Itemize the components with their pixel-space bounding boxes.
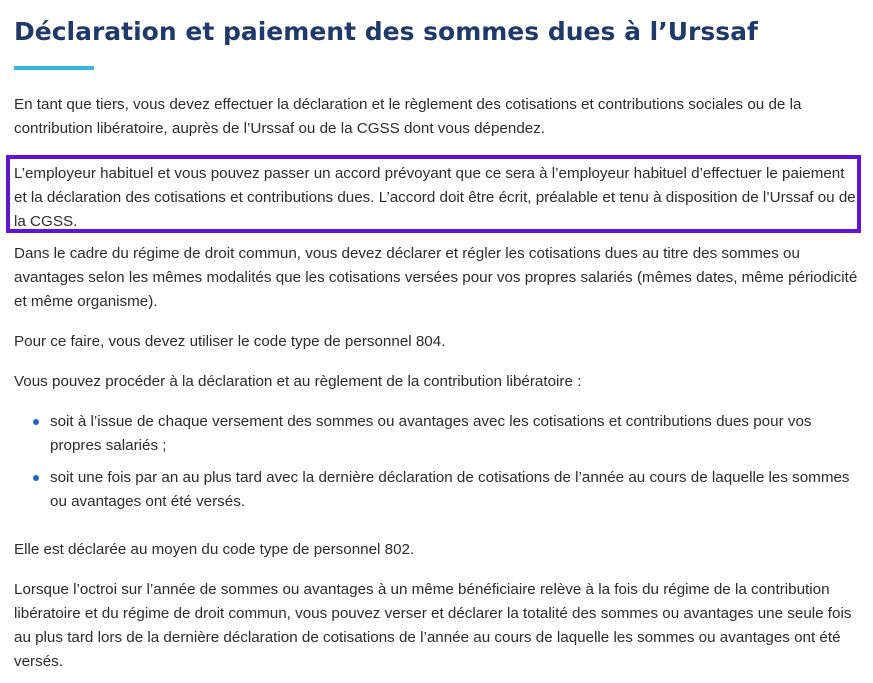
page-title: Déclaration et paiement des sommes dues à l’Urssaf (14, 17, 758, 46)
common-law-paragraph: Dans le cadre du régime de droit commun, vous devez déclarer et régler les cotisations dues au titre des sommes ou avantages selon les mêmes modalités que les cotisations versées pour vos propres salariés (mêmes dates, même périodicité et même organisme). (14, 245, 858, 310)
list-item (14, 466, 859, 514)
code-802-paragraph: Elle est déclarée au moyen du code type de personnel 802. (14, 541, 415, 558)
highlighted-paragraph-box (6, 155, 861, 233)
list-item (14, 410, 859, 458)
intro-paragraph: En tant que tiers, vous devez effectuer la déclaration et le règlement des cotisations et contributions sociales ou de la contribution libératoire, auprès de l’Urssaf ou de la CGSS dont vous dépendez. (14, 96, 802, 137)
title-underline (14, 66, 94, 70)
highlighted-paragraph: L’employeur habituel et vous pouvez passer un accord prévoyant que ce sera à l’employeur habituel d’effectuer le paiement et la déclaration des cotisations et contributions dues. L’accord doit être écrit, préalable et tenu à disposition de l’Urssaf ou de la CGSS. (14, 165, 856, 230)
list-item-text: soit à l’issue de chaque versement des sommes ou avantages avec les cotisations et contributions dues pour vos propres salariés ; (50, 413, 812, 454)
mixed-regime-paragraph: Lorsque l’octroi sur l’année de sommes ou avantages à un même bénéficiaire relève à la fois du régime de la contribution libératoire et du régime de droit commun, vous pouvez verser et déclarer la totalité des sommes ou avantages une seule fois au plus tard lors de la dernière déclaration de cotisations de l’année au cours de laquelle les sommes ou avantages ont été versés. (14, 581, 852, 670)
bullet-dot-icon (33, 475, 39, 481)
liberatoire-intro-paragraph: Vous pouvez procéder à la déclaration et au règlement de la contribution libératoire : (14, 373, 582, 390)
article-content (14, 0, 859, 674)
options-list (14, 410, 859, 514)
code-804-paragraph: Pour ce faire, vous devez utiliser le code type de personnel 804. (14, 333, 446, 350)
bullet-dot-icon (33, 419, 39, 425)
list-item-text: soit une fois par an au plus tard avec la dernière déclaration de cotisations de l’année au cours de laquelle les sommes ou avantages ont été versés. (50, 469, 850, 510)
